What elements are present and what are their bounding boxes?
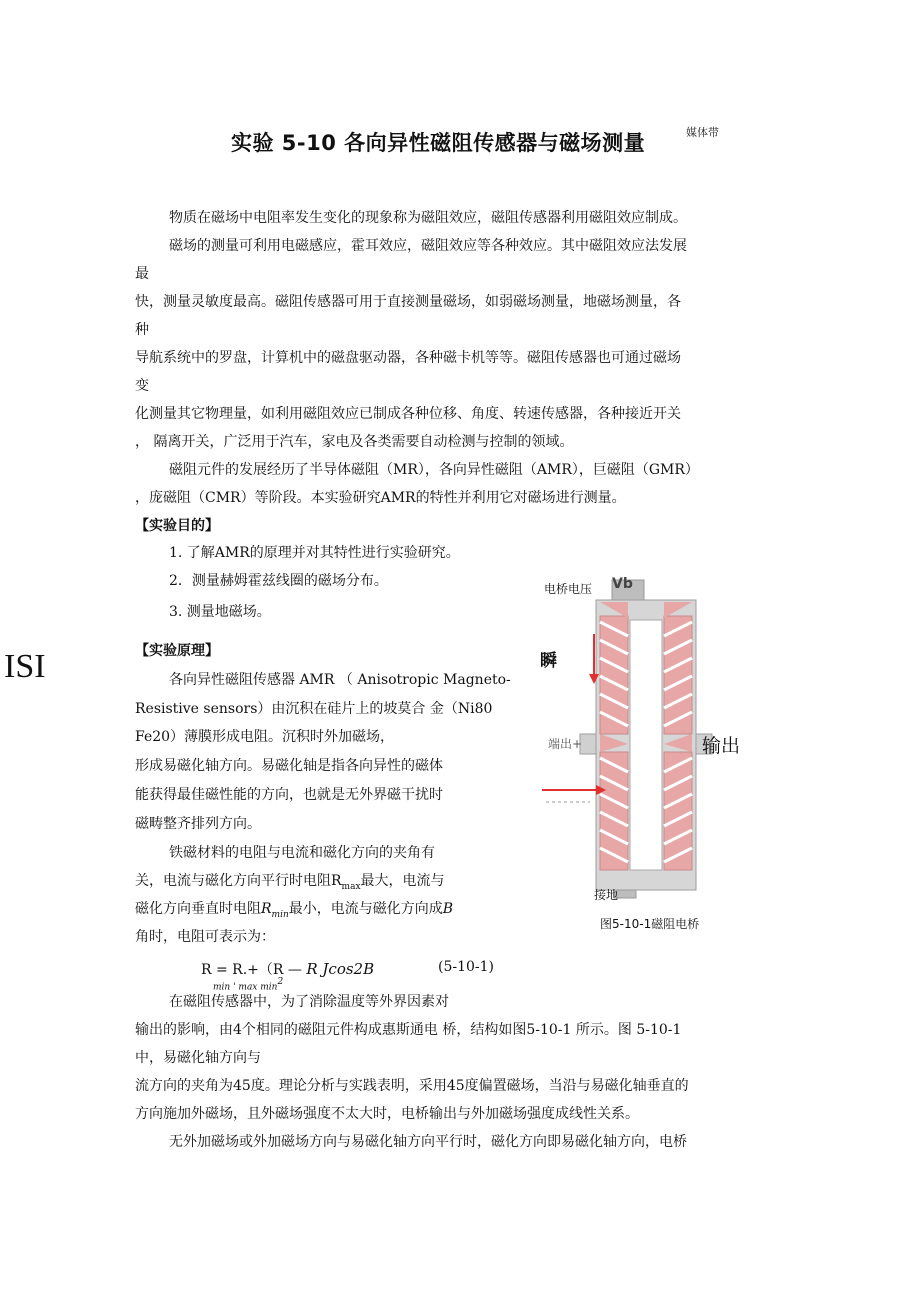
side-mark: ISI: [4, 648, 46, 685]
principle-line-6: 磁畴整齐排列方向。: [135, 816, 261, 832]
intro-line-9: ， 隔离开关，广泛用于汽车，家电及各类需要自动检测与控制的领域。: [135, 434, 574, 450]
rmax-subscript: max: [341, 881, 361, 892]
principle-text-rmin-post: 最小，电流与磁化方向成: [288, 901, 443, 917]
bridge-inner-gap: [630, 620, 662, 870]
after-line-2: 输出的影响，由4个相同的磁阻元件构成惠斯通电 桥，结构如图5-10-1 所示。图 5-10-1: [135, 1022, 682, 1038]
intro-line-6: 导航系统中的罗盘，计算机中的磁盘驱动器，各种磁卡机等等。磁阻传感器也可通过磁场: [135, 350, 681, 366]
intro-line-4: 快，测量灵敏度最高。磁阻传感器可用于直接测量磁场，如弱磁场测量，地磁场测量，各: [135, 294, 681, 310]
label-instant: 瞬: [540, 651, 557, 671]
section-principle: 【实验原理】: [135, 643, 219, 659]
intro-line-8: 化测量其它物理量，如利用磁阻效应已制成各种位移、角度、转速传感器，各种接近开关: [135, 406, 681, 422]
label-vb: Vb: [612, 576, 633, 592]
intro-line-3: 最: [135, 266, 149, 282]
formula: [201, 959, 374, 979]
principle-line-1: 各向异性磁阻传感器 AMR （ Anisotropic Magneto-: [169, 672, 511, 688]
angle-symbol: B: [442, 901, 454, 917]
formula-number: (5-10-1): [438, 959, 495, 975]
rmin-symbol: R: [261, 901, 272, 917]
label-output-port: 端出+: [548, 737, 583, 751]
formula-sup: 2: [277, 977, 284, 987]
intro-line-2: 磁场的测量可利用电磁感应，霍耳效应，磁阻效应等各种效应。其中磁阻效应法发展: [169, 238, 687, 254]
section-purpose: 【实验目的】: [135, 518, 219, 534]
principle-line-4: 形成易磁化轴方向。易磁化轴是指各向异性的磁体: [135, 758, 443, 774]
purpose-item-1: 1. 了解AMR的原理并对其特性进行实验研究。: [169, 545, 460, 561]
rmin-subscript: min: [271, 909, 289, 920]
after-line-4: 流方向的夹角为45度。理论分析与实践表明，采用45度偏置磁场，当沿与易磁化轴垂直的: [135, 1078, 689, 1094]
principle-text-rmax-pre: 关，电流与磁化方向平行时电阻R: [135, 873, 342, 889]
intro-line-7: 变: [135, 378, 149, 394]
principle-line-10: 角时，电阻可表示为：: [135, 929, 275, 945]
intro-line-10: 磁阻元件的发展经历了半导体磁阻（MR），各向异性磁阻（AMR），巨磁阻（GMR）: [169, 462, 699, 478]
label-output: 输出: [702, 735, 741, 757]
purpose-item-2: 2．测量赫姆霍兹线圈的磁场分布。: [169, 573, 388, 589]
principle-line-9: [135, 899, 453, 925]
principle-line-5: 能获得最佳磁性能的方向，也就是无外界磁干扰时: [135, 787, 443, 803]
formula-main: R = R.+（R —: [201, 962, 307, 978]
principle-line-3: Fe20）薄膜形成电阻。沉积时外加磁场，: [135, 729, 395, 745]
intro-line-5: 种: [135, 322, 149, 338]
purpose-item-3: 3. 测量地磁场。: [169, 604, 271, 620]
principle-line-2: Resistive sensors）由沉积在硅片上的坡莫合 金（Ni80: [135, 701, 493, 717]
after-line-3: 中，易磁化轴方向与: [135, 1050, 261, 1066]
principle-line-8: [135, 871, 445, 897]
label-bridge-voltage: 电桥电压: [544, 582, 593, 596]
intro-line-11: ，庞磁阻（CMR）等阶段。本实验研究AMR的特性并利用它对磁场进行测量。: [135, 490, 626, 506]
formula-sub: min ' max min: [213, 982, 278, 993]
after-line-6: 无外加磁场或外加磁场方向与易磁化轴方向平行时，磁化方向即易磁化轴方向，电桥: [169, 1134, 687, 1150]
left-output-connector: [580, 734, 596, 754]
intro-line-1: 物质在磁场中电阻率发生变化的现象称为磁阻效应，磁阻传感器利用磁阻效应制成。: [169, 210, 687, 226]
figure-caption: 图5-10-1磁阻电桥: [600, 917, 700, 931]
formula-italic: R Jcos2B: [306, 960, 375, 978]
after-line-5: 方向施加外磁场，且外磁场强度不太大时，电桥输出与外加磁场强度成线性关系。: [135, 1106, 639, 1122]
principle-text-rmin-pre: 磁化方向垂直时电阻: [135, 901, 261, 917]
principle-line-7: 铁磁材料的电阻与电流和磁化方向的夹角有: [169, 845, 435, 861]
corner-note: 媒体带: [686, 126, 719, 139]
after-line-1: 在磁阻传感器中，为了消除温度等外界因素对: [169, 994, 449, 1010]
page-title: 实验 5-10 各向异性磁阻传感器与磁场测量: [231, 131, 646, 155]
label-ground: 接地: [594, 888, 619, 902]
principle-text-rmax-post: 最大，电流与: [360, 873, 445, 889]
